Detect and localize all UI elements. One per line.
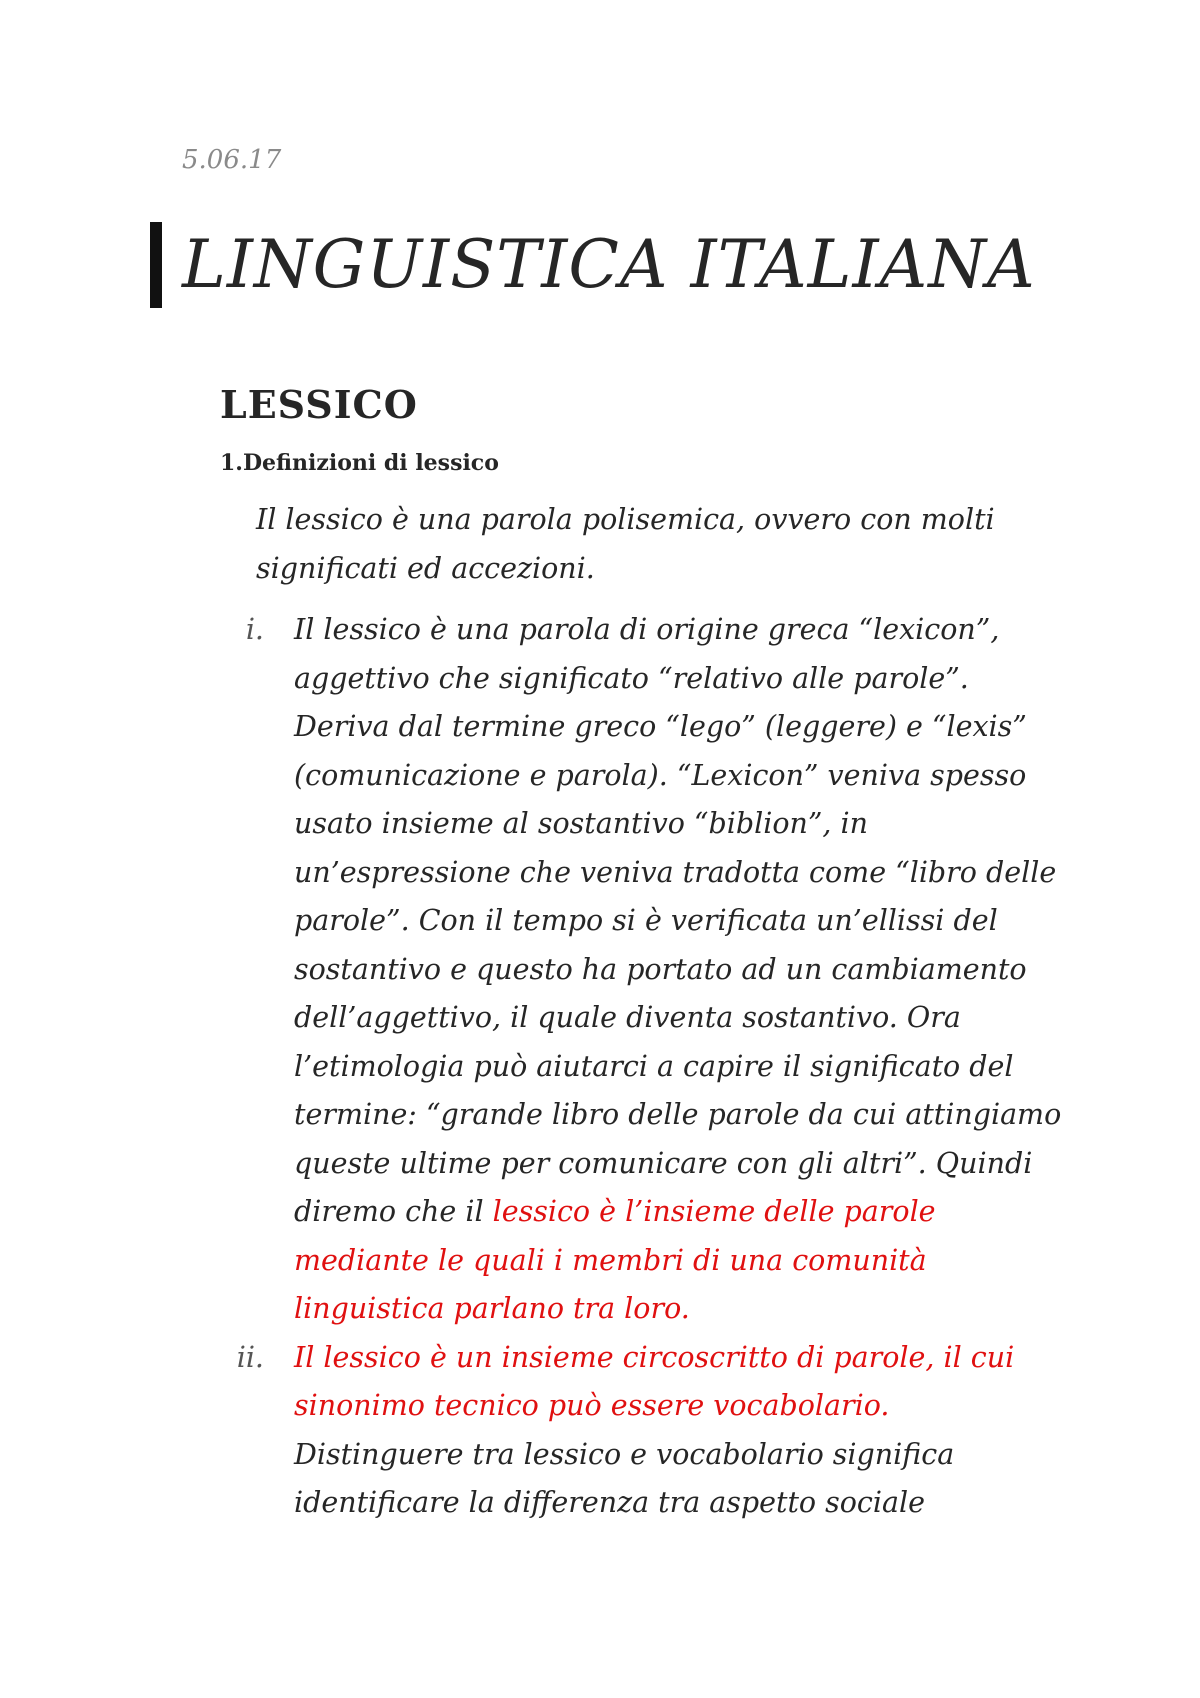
definition-list — [204, 606, 1064, 1528]
section-heading: LESSICO — [220, 382, 418, 427]
document-date: 5.06.17 — [182, 145, 282, 175]
highlighted-definition: Il lessico è un insieme circoscritto di parole, il cui sinonimo tecnico può essere vocabolario. — [294, 1340, 1015, 1422]
title-accent-bar — [150, 222, 162, 308]
document-title: LINGUISTICA ITALIANA — [182, 226, 1036, 303]
list-marker: ii. — [236, 1340, 264, 1374]
intro-paragraph: Il lessico è una parola polisemica, ovvero con molti significati ed accezioni. — [256, 503, 995, 585]
list-item-text — [294, 606, 1064, 1334]
highlighted-definition: lessico è l’insieme delle parole mediante le quali i membri di una comunità linguistica parlano tra loro. — [294, 1195, 936, 1325]
item-body-text: Il lessico è una parola di origine greca “lexicon”, aggettivo che significato “relativo alle parole”. Deriva dal termine greco “lego” (leggere) e “lexis” (comunicazione e parola). “Lexicon” veniva spesso usato insieme al sostantivo “biblion”, in un’espressione che veniva tradotta come “libro delle parole”. Con il tempo si è verificata un’ellissi del sostantivo e questo ha portato ad un cambiamento dell’aggettivo, il quale diventa sostantivo. Ora l’etimologia può aiutarci a capire il significato del termine: “grande libro delle parole da cui attingiamo queste ultime per comunicare con gli altri”. Quindi diremo che il — [294, 613, 1062, 1228]
subheading: 1.Definizioni di lessico — [220, 450, 499, 476]
list-item-text — [294, 1334, 1064, 1528]
list-marker: i. — [245, 613, 264, 646]
item-body-text: Distinguere tra lessico e vocabolario significa identificare la differenza tra aspetto sociale — [294, 1437, 955, 1519]
list-item — [204, 1334, 1064, 1528]
list-item — [204, 606, 1064, 1334]
